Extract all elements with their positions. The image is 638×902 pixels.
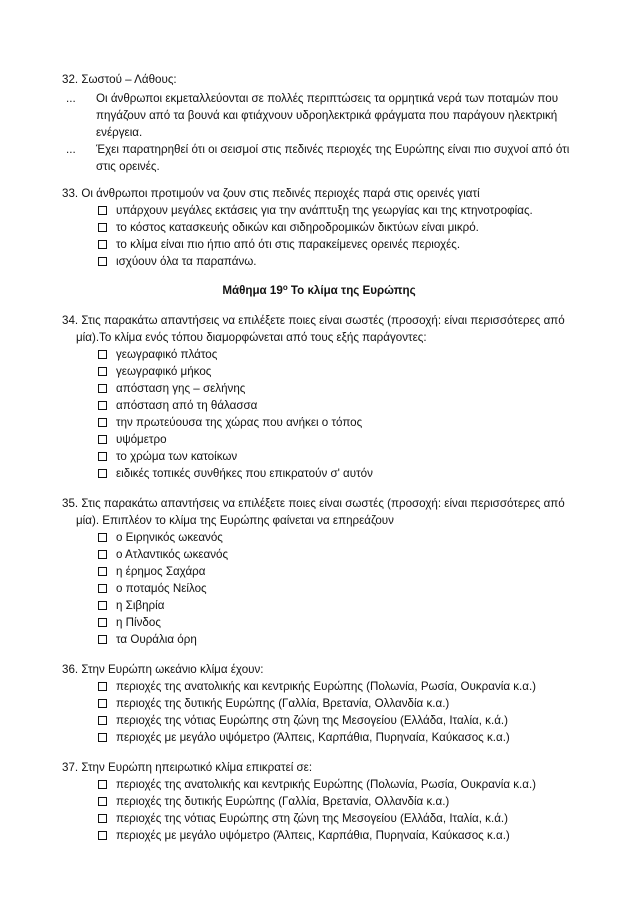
q35-option-3[interactable] xyxy=(98,564,205,579)
option-label: περιοχές της δυτικής Ευρώπης (Γαλλία, Βρετανία, Ολλανδία κ.α.) xyxy=(116,795,450,808)
q33-option-3[interactable] xyxy=(98,237,460,252)
q36-title: 36. Στην Ευρώπη ωκεάνιο κλίμα έχουν: xyxy=(62,663,264,676)
option-label: η Σιβηρία xyxy=(116,599,165,612)
q34-option-1[interactable] xyxy=(98,347,217,362)
checkbox-icon[interactable] xyxy=(98,733,107,742)
q32-answer-blank-1[interactable]: ... xyxy=(66,92,76,105)
option-label: περιοχές της ανατολικής και κεντρικής Ευρώπης (Πολωνία, Ρωσία, Ουκρανία κ.α.) xyxy=(116,680,537,693)
q36-option-4[interactable] xyxy=(98,730,510,745)
option-label: η έρημος Σαχάρα xyxy=(116,565,206,578)
checkbox-icon[interactable] xyxy=(98,682,107,691)
checkbox-icon[interactable] xyxy=(98,469,107,478)
q32-statement-1-line-2: πηγάζουν από τα βουνά και φτιάχνουν υδροηλεκτρικά φράγματα που παράγουν ηλεκτρική xyxy=(96,109,558,122)
q34-prompt-line-2: μία).Το κλίμα ενός τόπου διαμορφώνεται από τους εξής παράγοντες: xyxy=(76,331,427,344)
q33-option-1[interactable] xyxy=(98,203,533,218)
option-label: η Πίνδος xyxy=(116,616,161,629)
checkbox-icon[interactable] xyxy=(98,618,107,627)
option-label: περιοχές με μεγάλο υψόμετρο (Άλπεις, Καρπάθια, Πυρηναία, Καύκασος κ.α.) xyxy=(116,829,510,842)
q37-option-1[interactable] xyxy=(98,777,536,792)
option-label: υπάρχουν μεγάλες εκτάσεις για την ανάπτυξη της γεωργίας και της κτηνοτροφίας. xyxy=(116,204,533,217)
q32-statement-1-line-1: Οι άνθρωποι εκμεταλλεύονται σε πολλές περιπτώσεις τα ορμητικά νερά των ποταμών που xyxy=(96,92,559,105)
q35-option-5[interactable] xyxy=(98,598,164,613)
option-label: περιοχές της νότιας Ευρώπης στη ζώνη της Μεσογείου (Ελλάδα, Ιταλία, κ.ά.) xyxy=(116,714,508,727)
q36-option-2[interactable] xyxy=(98,696,449,711)
q32-title: 32. Σωστού – Λάθους: xyxy=(62,73,177,86)
option-label: γεωγραφικό πλάτος xyxy=(116,348,218,361)
q34-option-6[interactable] xyxy=(98,432,167,447)
q37-option-3[interactable] xyxy=(98,811,508,826)
option-label: περιοχές της ανατολικής και κεντρικής Ευρώπης (Πολωνία, Ρωσία, Ουκρανία κ.α.) xyxy=(116,778,537,791)
checkbox-icon[interactable] xyxy=(98,418,107,427)
option-label: ειδικές τοπικές συνθήκες που επικρατούν σ' αυτόν xyxy=(116,467,373,480)
option-label: το κλίμα είναι πιο ήπιο από ότι στις παρακείμενες ορεινές περιοχές. xyxy=(116,238,461,251)
q35-option-6[interactable] xyxy=(98,615,161,630)
lesson-heading-ordinal: ο xyxy=(282,283,288,292)
checkbox-icon[interactable] xyxy=(98,716,107,725)
checkbox-icon[interactable] xyxy=(98,240,107,249)
option-label: γεωγραφικό μήκος xyxy=(116,365,212,378)
option-label: περιοχές με μεγάλο υψόμετρο (Άλπεις, Καρπάθια, Πυρηναία, Καύκασος κ.α.) xyxy=(116,731,510,744)
q33-title: 33. Οι άνθρωποι προτιμούν να ζουν στις πεδινές περιοχές παρά στις ορεινές γιατί xyxy=(62,187,480,200)
q32-answer-blank-2[interactable]: ... xyxy=(66,143,76,156)
checkbox-icon[interactable] xyxy=(98,384,107,393)
checkbox-icon[interactable] xyxy=(98,780,107,789)
q37-title: 37. Στην Ευρώπη ηπειρωτικό κλίμα επικρατεί σε: xyxy=(62,761,313,774)
checkbox-icon[interactable] xyxy=(98,350,107,359)
q33-option-4[interactable] xyxy=(98,254,257,269)
checkbox-icon[interactable] xyxy=(98,223,107,232)
option-label: απόσταση από τη θάλασσα xyxy=(116,399,258,412)
option-label: υψόμετρο xyxy=(116,433,167,446)
lesson-heading-prefix: Μάθημα 19 xyxy=(222,284,283,297)
checkbox-icon[interactable] xyxy=(98,831,107,840)
option-label: τα Ουράλια όρη xyxy=(116,633,197,646)
lesson-heading xyxy=(0,283,638,298)
q37-option-2[interactable] xyxy=(98,794,449,809)
option-label: ο ποταμός Νείλος xyxy=(116,582,207,595)
q34-option-8[interactable] xyxy=(98,466,373,481)
checkbox-icon[interactable] xyxy=(98,601,107,610)
q33-option-2[interactable] xyxy=(98,220,479,235)
q35-option-4[interactable] xyxy=(98,581,207,596)
checkbox-icon[interactable] xyxy=(98,206,107,215)
q35-option-1[interactable] xyxy=(98,530,223,545)
checkbox-icon[interactable] xyxy=(98,699,107,708)
q34-option-3[interactable] xyxy=(98,381,245,396)
option-label: την πρωτεύουσα της χώρας που ανήκει ο τόπος xyxy=(116,416,363,429)
q36-option-1[interactable] xyxy=(98,679,536,694)
checkbox-icon[interactable] xyxy=(98,635,107,644)
option-label: περιοχές της δυτικής Ευρώπης (Γαλλία, Βρετανία, Ολλανδία κ.α.) xyxy=(116,697,450,710)
checkbox-icon[interactable] xyxy=(98,567,107,576)
q35-option-2[interactable] xyxy=(98,547,228,562)
checkbox-icon[interactable] xyxy=(98,257,107,266)
option-label: ο Ειρηνικός ωκεανός xyxy=(116,531,223,544)
lesson-heading-title: Το κλίμα της Ευρώπης xyxy=(287,284,416,297)
checkbox-icon[interactable] xyxy=(98,533,107,542)
q34-option-7[interactable] xyxy=(98,449,237,464)
q35-option-7[interactable] xyxy=(98,632,197,647)
q32-statement-2-line-1: Έχει παρατηρηθεί ότι οι σεισμοί στις πεδινές περιοχές της Ευρώπης είναι πιο συχνοί από ότι xyxy=(96,143,570,156)
checkbox-icon[interactable] xyxy=(98,584,107,593)
option-label: ισχύουν όλα τα παραπάνω. xyxy=(116,255,257,268)
checkbox-icon[interactable] xyxy=(98,401,107,410)
option-label: απόσταση γης – σελήνης xyxy=(116,382,246,395)
checkbox-icon[interactable] xyxy=(98,550,107,559)
q34-option-5[interactable] xyxy=(98,415,362,430)
q34-option-4[interactable] xyxy=(98,398,257,413)
q32-statement-1-line-3: ενέργεια. xyxy=(96,126,143,139)
checkbox-icon[interactable] xyxy=(98,797,107,806)
option-label: το κόστος κατασκευής οδικών και σιδηροδρομικών δικτύων είναι μικρό. xyxy=(116,221,479,234)
option-label: το χρώμα των κατοίκων xyxy=(116,450,238,463)
q35-prompt-line-2: μία). Επιπλέον το κλίμα της Ευρώπης φαίνεται να επηρεάζουν xyxy=(76,514,394,527)
option-label: ο Ατλαντικός ωκεανός xyxy=(116,548,229,561)
checkbox-icon[interactable] xyxy=(98,367,107,376)
checkbox-icon[interactable] xyxy=(98,435,107,444)
checkbox-icon[interactable] xyxy=(98,452,107,461)
q32-statement-2-line-2: στις ορεινές. xyxy=(96,160,160,173)
q36-option-3[interactable] xyxy=(98,713,508,728)
q35-prompt-line-1: 35. Στις παρακάτω απαντήσεις να επιλέξετε ποιες είναι σωστές (προσοχή: είναι περισσότερες από xyxy=(62,497,565,510)
q34-prompt-line-1: 34. Στις παρακάτω απαντήσεις να επιλέξετε ποιες είναι σωστές (προσοχή: είναι περισσότερες από xyxy=(62,314,565,327)
option-label: περιοχές της νότιας Ευρώπης στη ζώνη της Μεσογείου (Ελλάδα, Ιταλία, κ.ά.) xyxy=(116,812,508,825)
q34-option-2[interactable] xyxy=(98,364,211,379)
q37-option-4[interactable] xyxy=(98,828,510,843)
checkbox-icon[interactable] xyxy=(98,814,107,823)
